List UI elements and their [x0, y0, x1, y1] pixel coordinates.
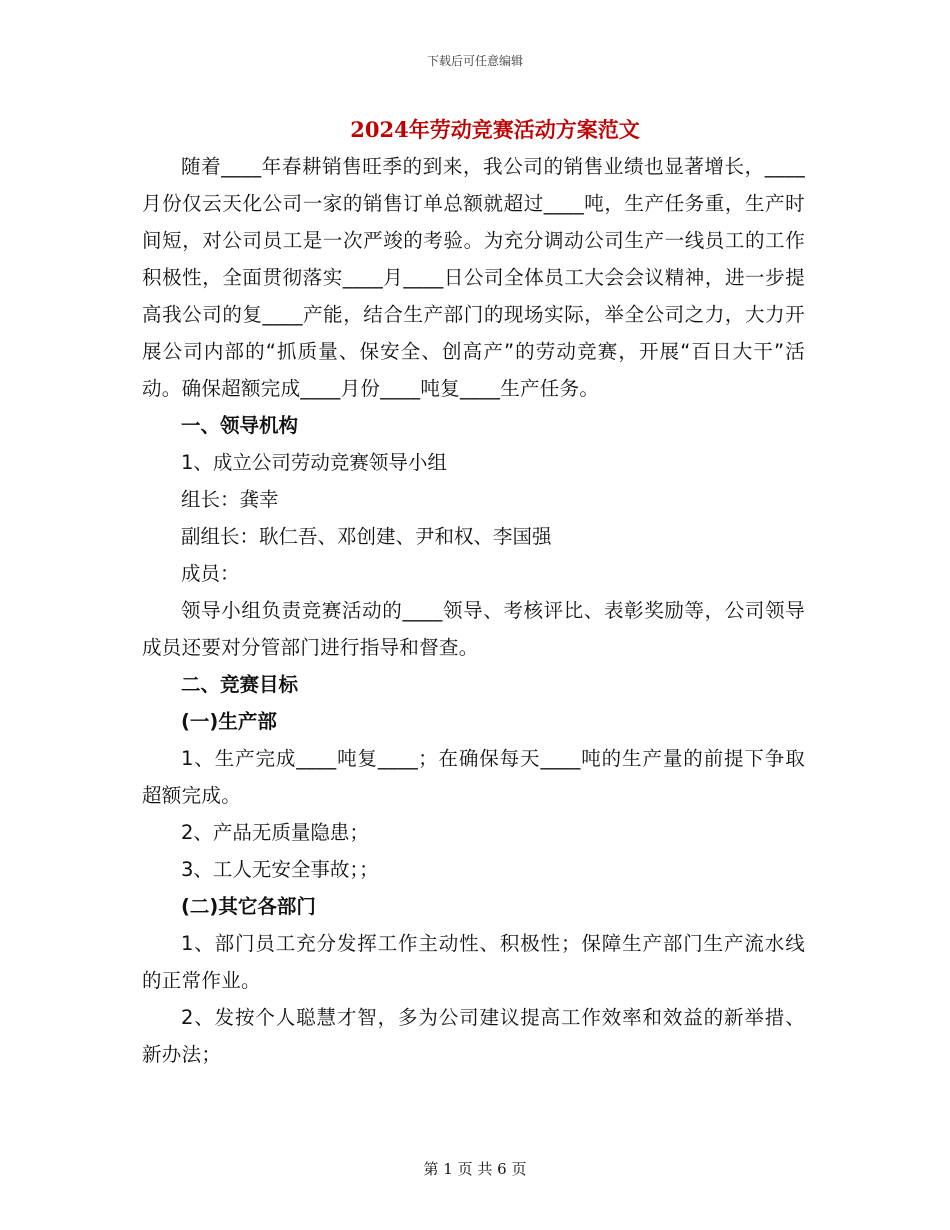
group-members: 成员：	[181, 562, 240, 585]
page-header: 下载后可任意编辑	[426, 54, 523, 68]
group-duty-paragraph: 领导小组负责竞赛活动的____领导、考核评比、表彰奖励等，公司领导成员还要对分管部门进行指导和督查。	[142, 599, 805, 659]
subsection-heading-production: (一)生产部	[181, 710, 277, 733]
department-goal-2: 2、发按个人聪慧才智，多为公司建议提高工作效率和效益的新举措、新办法；	[142, 1006, 805, 1066]
intro-paragraph: 随着____年春耕销售旺季的到来，我公司的销售业绩也显著增长，____月份仅云天化公司一家的销售订单总额就超过____吨，生产任务重，生产时间短，对公司员工是一次严竣的考验。为充分调动公司生产一线员工的工作积极性，全面贯彻落实____月____日公司全体员工大会会议精神，进一步提高我公司的复____产能，结合生产部门的现场实际，举全公司之力，大力开展公司内部的“抓质量、保安全、创高产”的劳动竞赛，开展“百日大干”活动。确保超额完成____月份____吨复____生产任务。	[142, 155, 805, 400]
production-goal-1: 1、生产完成____吨复____；在确保每天____吨的生产量的前提下争取超额完成。	[142, 747, 805, 807]
document-title: 2024年劳动竞赛活动方案范文	[350, 117, 640, 142]
page-number: 第 1 页 共 6 页	[423, 1160, 527, 1178]
document-body	[142, 148, 805, 1073]
production-goal-3: 3、工人无安全事故；；	[181, 858, 379, 881]
production-goal-2: 2、产品无质量隐患；	[181, 821, 369, 844]
department-goal-1: 1、部门员工充分发挥工作主动性、积极性；保障生产部门生产流水线的正常作业。	[142, 932, 805, 992]
section-heading-goals: 二、竞赛目标	[181, 673, 299, 696]
deputy-leaders: 副组长：耿仁吾、邓创建、尹和权、李国强	[181, 525, 552, 548]
section-heading-leadership: 一、领导机构	[181, 414, 299, 437]
leadership-item-1: 1、成立公司劳动竞赛领导小组	[181, 451, 447, 474]
group-leader: 组长：龚幸	[181, 488, 279, 511]
subsection-heading-other-departments: (二)其它各部门	[181, 895, 316, 918]
